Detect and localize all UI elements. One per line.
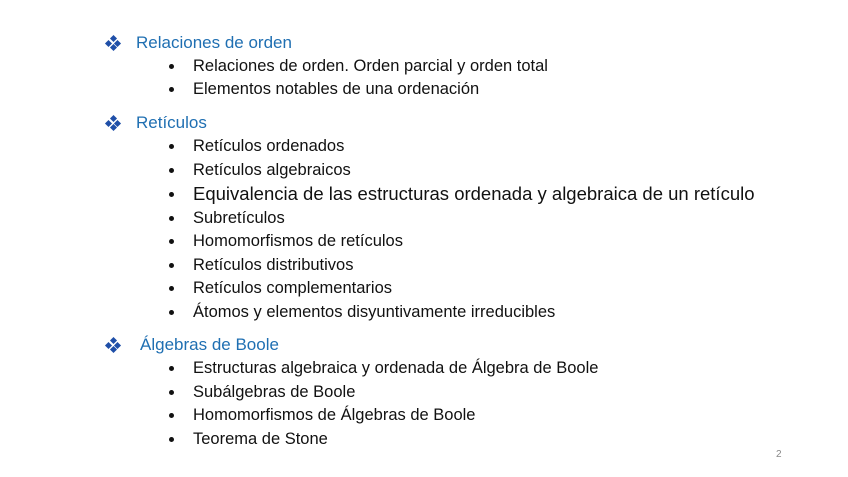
list-item [166,159,351,181]
list-item-text: Estructuras algebraica y ordenada de Álgebra de Boole [193,358,599,377]
list-item-text: Retículos ordenados [193,136,345,155]
section-heading-relaciones [106,32,292,54]
list-item-text: Átomos y elementos disyuntivamente irreducibles [193,302,556,321]
bullet-dot-icon [169,390,174,395]
list-item-text: Teorema de Stone [193,429,328,448]
list-item [166,301,555,323]
list-item [166,78,479,100]
list-item-text: Subretículos [193,208,285,227]
bullet-dot-icon [169,310,174,315]
bullet-dot-icon [169,413,174,418]
four-diamond-icon [106,338,120,352]
bullet-dot-icon [169,216,174,221]
list-item [166,404,475,426]
list-item-text: Relaciones de orden. Orden parcial y orden total [193,56,548,75]
list-item-text: Elementos notables de una ordenación [193,79,480,98]
section-heading-label: Álgebras de Boole [140,335,279,354]
list-item-text: Retículos distributivos [193,255,354,274]
list-item [166,381,355,403]
bullet-dot-icon [169,437,174,442]
bullet-dot-icon [169,366,174,371]
list-item-text: Homomorfismos de retículos [193,231,403,250]
list-item-text: Homomorfismos de Álgebras de Boole [193,405,476,424]
section-heading-reticulos [106,112,207,134]
four-diamond-icon [106,36,120,50]
list-item [166,254,353,276]
list-item [166,183,755,205]
list-item [166,428,328,450]
list-item-text: Retículos algebraicos [193,160,351,179]
bullet-dot-icon [169,192,174,197]
bullet-dot-icon [169,239,174,244]
bullet-dot-icon [169,64,174,69]
list-item [166,55,548,77]
bullet-dot-icon [169,263,174,268]
bullet-dot-icon [169,144,174,149]
list-item [166,357,598,379]
list-item-text: Subálgebras de Boole [193,382,356,401]
section-heading-label: Relaciones de orden [136,33,292,52]
four-diamond-icon [106,116,120,130]
list-item [166,230,403,252]
list-item [166,277,392,299]
list-item [166,207,285,229]
bullet-dot-icon [169,168,174,173]
bullet-dot-icon [169,286,174,291]
list-item [166,135,344,157]
section-heading-algebras-boole [106,334,279,356]
page-number: 2 [776,449,782,460]
bullet-dot-icon [169,87,174,92]
list-item-text: Retículos complementarios [193,278,392,297]
section-heading-label: Retículos [136,113,207,132]
list-item-text: Equivalencia de las estructuras ordenada y algebraica de un retículo [193,183,755,204]
